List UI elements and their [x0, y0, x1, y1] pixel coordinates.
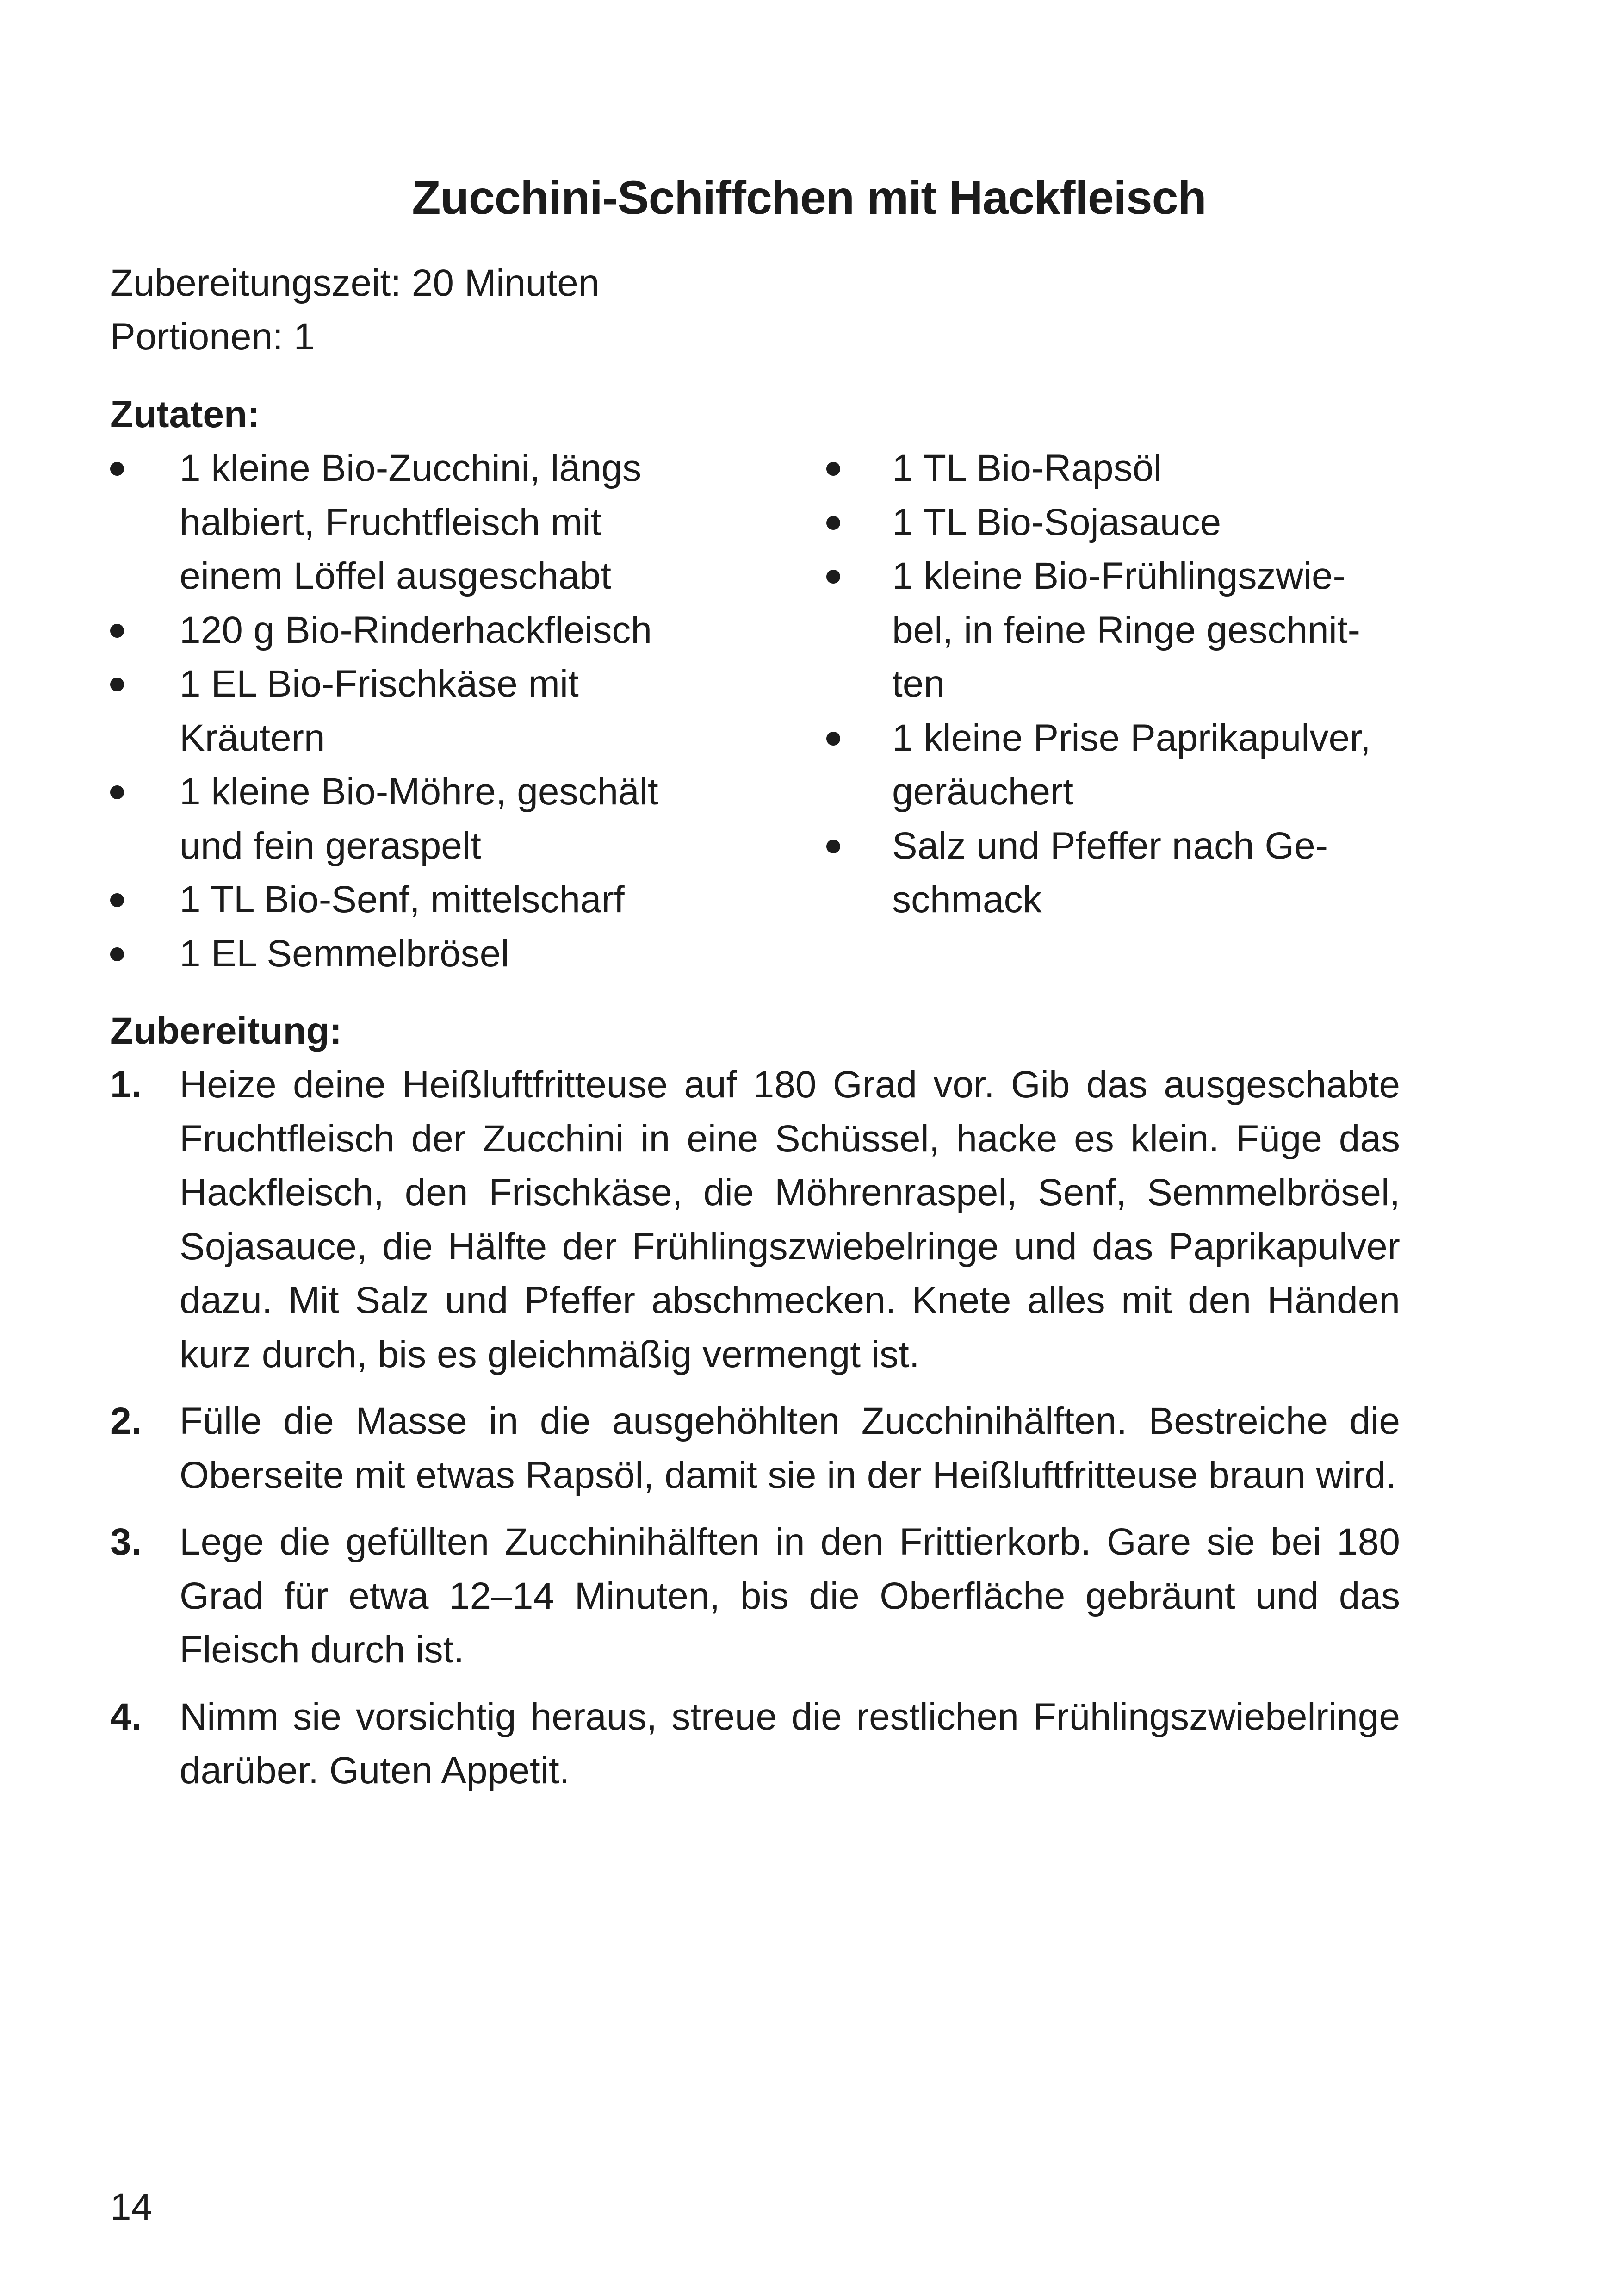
step-item — [110, 1394, 1400, 1502]
ingredient-text: 1 TL Bio-Rapsöl — [892, 447, 1162, 489]
ingredient-text: 1 kleine Bio-Frühlingszwie- bel, in feine Ringe geschnit- ten — [892, 555, 1360, 705]
ingredient-text: 1 kleine Bio-Zucchini, längs halbiert, Fruchtfleisch mit einem Löffel ausgeschabt — [180, 447, 642, 597]
ingredient-text: 1 EL Bio-Frischkäse mit Kräutern — [180, 663, 579, 759]
step-number: 1. — [110, 1064, 142, 1106]
bullet-icon — [826, 462, 840, 476]
bullet-icon — [110, 462, 124, 476]
step-number: 2. — [110, 1400, 142, 1442]
step-item — [110, 1058, 1400, 1381]
ingredient-item — [823, 549, 1410, 711]
bullet-icon — [110, 785, 124, 799]
bullet-icon — [110, 678, 124, 691]
step-text: Heize deine Heißluftfritteuse auf 180 Grad vor. Gib das ausgeschabte Fruchtfleisch der Zucchini in eine Schüssel, hacke es klein. Füge das Hackfleisch, den Frischkäse, die Möhrenraspel, Senf, Semmelbrösel, Sojasauce, die Hälfte der Frühlingszwiebelringe und das Paprikapulver dazu. Mit Salz und Pfeffer abschmecken. Knete alles mit den Händen kurz durch, bis es gleichmäßig vermengt ist. — [180, 1064, 1400, 1375]
ingredient-item — [110, 604, 693, 658]
ingredients-list-right — [823, 442, 1410, 927]
step-item — [110, 1515, 1400, 1677]
bullet-icon — [110, 947, 124, 961]
ingredient-item — [110, 873, 693, 927]
step-text: Nimm sie vorsichtig heraus, streue die restlichen Frühlingszwiebelringe darüber. Guten Appetit. — [180, 1695, 1400, 1792]
ingredient-item — [110, 765, 693, 873]
bullet-icon — [826, 732, 840, 746]
recipe-title: Zucchini-Schiffchen mit Hackfleisch — [412, 171, 1206, 224]
page-number: 14 — [110, 2186, 153, 2228]
ingredient-text: 1 kleine Prise Paprikapulver, geräuchert — [892, 716, 1371, 813]
ingredient-item — [823, 442, 1410, 496]
ingredient-text: 1 TL Bio-Senf, mittelscharf — [180, 878, 625, 921]
step-text: Lege die gefüllten Zucchinihälften in den Frittierkorb. Gare sie bei 180 Grad für etwa 12–14 Minuten, bis die Oberfläche gebräunt und das Fleisch durch ist. — [180, 1521, 1400, 1671]
ingredient-text: 120 g Bio-Rinderhackfleisch — [180, 609, 652, 651]
ingredient-item — [110, 442, 693, 604]
preparation-steps — [110, 1058, 1400, 1811]
ingredient-text: 1 TL Bio-Sojasauce — [892, 501, 1221, 543]
bullet-icon — [826, 516, 840, 530]
prep-time: Zubereitungszeit: 20 Minuten — [110, 262, 600, 304]
bullet-icon — [110, 893, 124, 907]
bullet-icon — [110, 624, 124, 638]
ingredient-item — [823, 711, 1410, 819]
ingredient-item — [110, 657, 693, 765]
ingredients-list-left — [110, 442, 693, 981]
bullet-icon — [826, 840, 840, 853]
ingredients-heading: Zutaten: — [110, 393, 260, 436]
ingredient-text: Salz und Pfeffer nach Ge- schmack — [892, 824, 1328, 921]
ingredient-text: 1 kleine Bio-Möhre, geschält und fein geraspelt — [180, 771, 658, 867]
ingredient-text: 1 EL Semmelbrösel — [180, 932, 509, 975]
preparation-heading: Zubereitung: — [110, 1010, 342, 1052]
step-item — [110, 1690, 1400, 1798]
portions: Portionen: 1 — [110, 316, 315, 358]
step-number: 3. — [110, 1521, 142, 1563]
step-text: Fülle die Masse in die ausgehöhlten Zucchinihälften. Bestreiche die Oberseite mit etwas Rapsöl, damit sie in der Heißluftfritteuse braun wird. — [180, 1400, 1400, 1496]
ingredient-item — [823, 496, 1410, 550]
ingredient-item — [110, 927, 693, 981]
bullet-icon — [826, 570, 840, 584]
step-number: 4. — [110, 1695, 142, 1738]
ingredient-item — [823, 819, 1410, 927]
